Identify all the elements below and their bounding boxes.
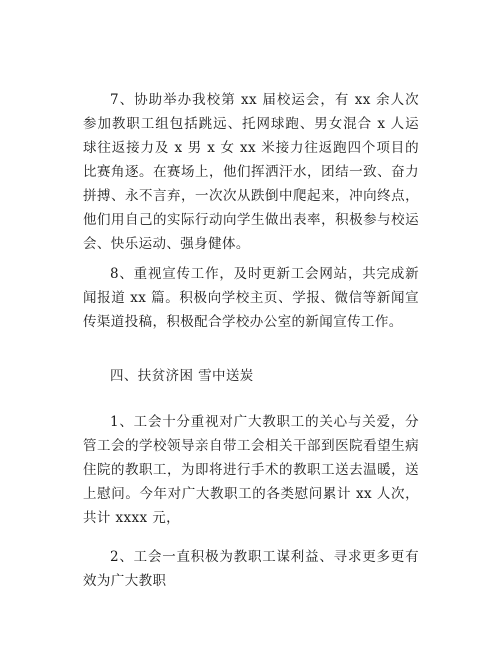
paragraph-item-1: 1、工会十分重视对广大教职工的关心与关爱，分管工会的学校领导亲自带工会相关干部到医院看望生病住院的教职工，为即将进行手术的教职工送去温暖，送上慰问。今年对广大教职工的各类慰问累计 xx 人次，共计 xxxx 元， xyxy=(83,414,419,526)
paragraph-item-7: 7、协助举办我校第 xx 届校运会，有 xx 余人次参加教职工组包括跳远、托网球跑、男女混合 x 人运球往返接力及 x 男 x 女 xx 米接力往返跑四个项目的比赛角逐。在赛场上，他们挥洒汗水，团结一致、奋力拼搏、永不言弃，一次次从跌倒中爬起来，冲向终点，他们用自己的实际行动向学生做出表率，积极参与校运会、快乐运动、强身健体。 xyxy=(83,92,419,252)
section-heading: 四、扶贫济困 雪中送炭 xyxy=(110,368,254,384)
paragraph-item-2: 2、工会一直积极为教职工谋利益、寻求更多更有效为广大教职 xyxy=(83,549,419,589)
paragraph-item-8: 8、重视宣传工作，及时更新工会网站，共完成新闻报道 xx 篇。积极向学校主页、学报、微信等新闻宣传渠道投稿，积极配合学校办公室的新闻宣传工作。 xyxy=(83,266,419,330)
